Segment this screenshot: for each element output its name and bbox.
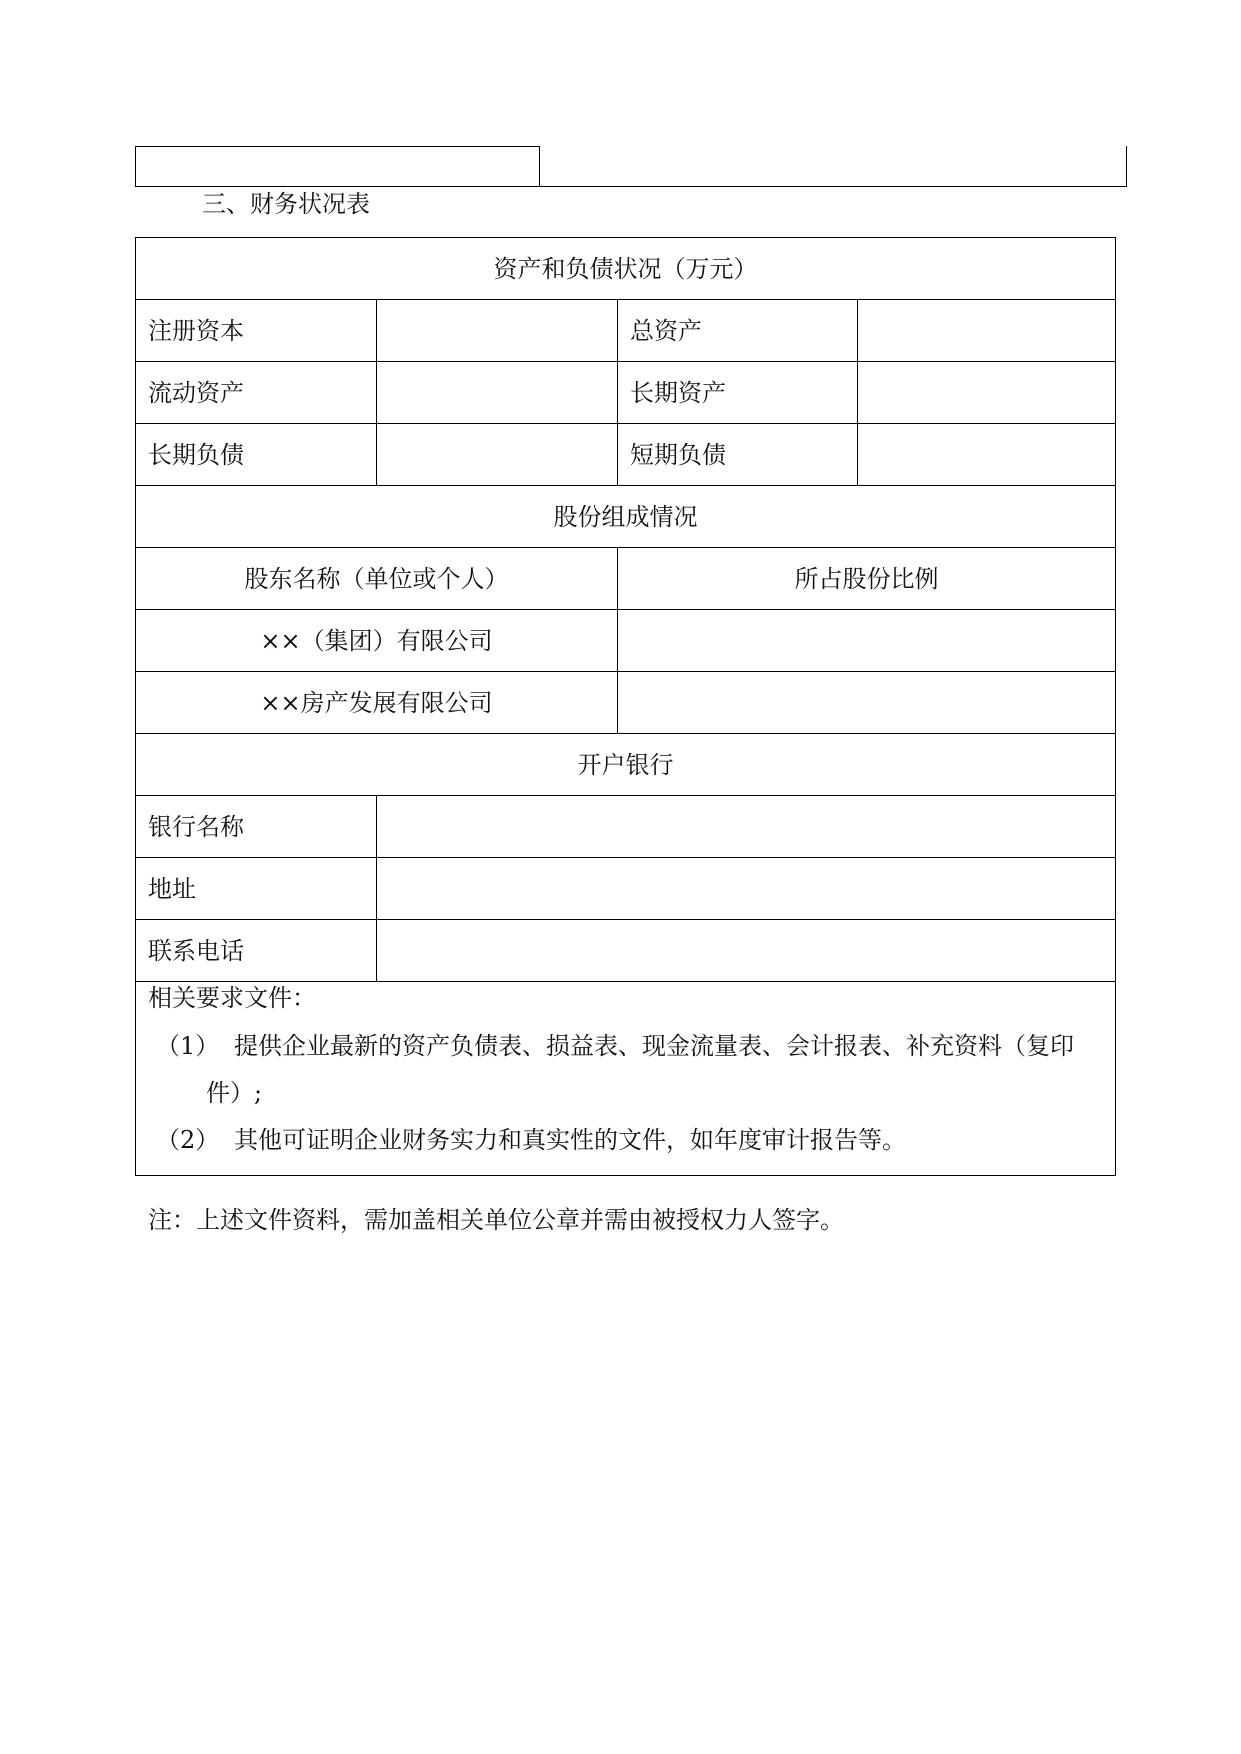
bank-value-phone[interactable] — [377, 920, 1115, 981]
asset-value-short-term-liabilities[interactable] — [858, 424, 1115, 485]
asset-value-long-term-assets[interactable] — [858, 362, 1115, 423]
bank-label-address: 地址 — [148, 874, 196, 903]
requirement-item-number: （1） — [156, 1032, 220, 1060]
asset-label-total-assets: 总资产 — [630, 316, 702, 345]
shares-header: 股份组成情况 — [553, 502, 698, 531]
assets-header: 资产和负债状况（万元） — [493, 254, 758, 283]
asset-label-long-term-liabilities: 长期负债 — [148, 440, 244, 469]
bank-value-address[interactable] — [377, 858, 1115, 919]
bank-value-name[interactable] — [377, 796, 1115, 857]
section-heading: 三、财务状况表 — [202, 190, 370, 218]
asset-value-total-assets[interactable] — [858, 300, 1115, 361]
shareholder-ratio[interactable] — [618, 672, 1115, 733]
shareholder-name: ××房产发展有限公司 — [260, 688, 493, 717]
asset-label-current-assets: 流动资产 — [148, 378, 244, 407]
asset-label-long-term-assets: 长期资产 — [630, 378, 726, 407]
requirement-item-number: （2） — [156, 1126, 220, 1154]
asset-label-registered-capital: 注册资本 — [148, 316, 244, 345]
shares-column-shareholder-name: 股东名称（单位或个人） — [244, 564, 509, 593]
requirement-item-text: 提供企业最新的资产负债表、损益表、现金流量表、会计报表、补充资料（复印 — [234, 1032, 1074, 1060]
footnote: 注：上述文件资料，需加盖相关单位公章并需由被授权力人签字。 — [148, 1206, 844, 1234]
asset-value-current-assets[interactable] — [377, 362, 617, 423]
asset-label-short-term-liabilities: 短期负债 — [630, 440, 726, 469]
shareholder-name: ××（集团）有限公司 — [260, 626, 493, 655]
bank-header: 开户银行 — [577, 750, 674, 779]
requirement-item-text-continued: 件）; — [206, 1079, 263, 1107]
bank-label-phone: 联系电话 — [148, 936, 244, 965]
bank-label-name: 银行名称 — [148, 812, 244, 841]
shareholder-ratio[interactable] — [618, 610, 1115, 671]
asset-value-long-term-liabilities[interactable] — [377, 424, 617, 485]
asset-value-registered-capital[interactable] — [377, 300, 617, 361]
requirements-title: 相关要求文件： — [148, 984, 316, 1012]
shares-column-ratio: 所占股份比例 — [794, 564, 939, 593]
requirement-item-text: 其他可证明企业财务实力和真实性的文件，如年度审计报告等。 — [234, 1126, 906, 1154]
